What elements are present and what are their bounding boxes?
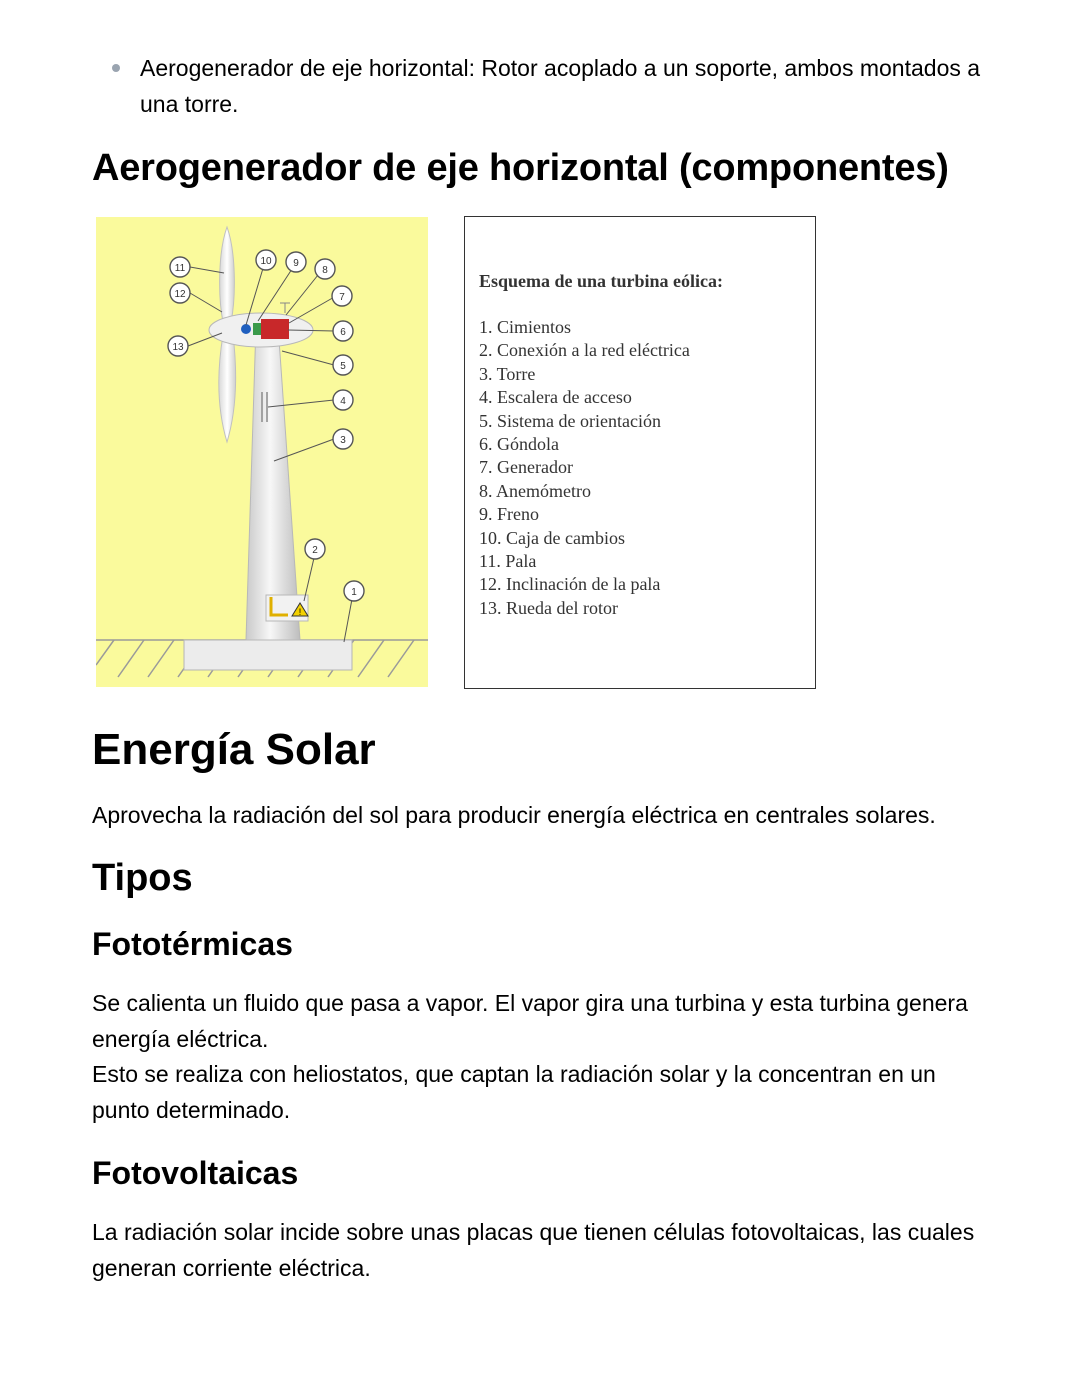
svg-text:3: 3 <box>340 435 346 446</box>
fotovoltaicas-heading: Fotovoltaicas <box>92 1155 299 1191</box>
legend-item: 5. Sistema de orientación <box>479 410 661 431</box>
legend-item: 6. Góndola <box>479 434 559 455</box>
bullet-text: Aerogenerador de eje horizontal: Rotor acoplado a un soporte, ambos montados a una torre. <box>140 55 981 117</box>
legend-title: Esquema de una turbina eólica: <box>479 271 724 291</box>
callout-10 <box>256 250 276 270</box>
svg-text:1: 1 <box>351 587 357 598</box>
callout-2 <box>305 539 325 559</box>
components-heading: Aerogenerador de eje horizontal (componentes) <box>92 147 949 189</box>
svg-text:11: 11 <box>174 263 186 274</box>
callout-7 <box>332 286 352 306</box>
svg-text:13: 13 <box>172 342 184 353</box>
legend-item: 10. Caja de cambios <box>479 527 625 548</box>
svg-text:5: 5 <box>340 361 346 372</box>
turbine-legend <box>464 216 816 689</box>
callout-3 <box>333 429 353 449</box>
foundation <box>184 640 352 670</box>
types-heading: Tipos <box>92 857 193 899</box>
legend-item: 11. Pala <box>479 551 537 572</box>
bullet-dot <box>112 64 120 72</box>
fotovoltaicas-text: La radiación solar incide sobre unas placas que tienen células fotovoltaicas, las cuales generan corriente eléctrica. <box>92 1219 975 1281</box>
solar-heading: Energía Solar <box>92 725 376 774</box>
legend-item: 1. Cimientos <box>479 317 572 337</box>
svg-text:!: ! <box>298 607 302 617</box>
legend-item: 12. Inclinación de la pala <box>479 574 661 595</box>
svg-text:8: 8 <box>322 265 328 276</box>
legend-list <box>479 316 690 620</box>
callout-4 <box>333 390 353 410</box>
tower <box>246 325 300 640</box>
fototermicas-heading: Fototérmicas <box>92 926 293 962</box>
callout-8 <box>315 259 335 279</box>
legend-item: 4. Escalera de acceso <box>479 387 632 408</box>
legend-item: 3. Torre <box>479 363 536 384</box>
callout-1 <box>344 581 364 601</box>
legend-item: 8. Anemómetro <box>479 480 591 501</box>
legend-item: 7. Generador <box>479 457 573 478</box>
blade-top <box>220 227 235 322</box>
fototermicas-p1: Se calienta un fluido que pasa a vapor. El vapor gira una turbina y esta turbina genera energía eléctrica. <box>92 990 968 1052</box>
svg-text:10: 10 <box>260 256 272 267</box>
callout-12 <box>170 283 190 303</box>
rotor-hub <box>241 324 251 334</box>
fototermicas-text <box>92 986 992 1128</box>
callout-13 <box>168 336 188 356</box>
legend-item: 2. Conexión a la red eléctrica <box>479 340 690 361</box>
turbine-diagram <box>96 217 428 687</box>
svg-text:2: 2 <box>312 545 318 556</box>
blade-bottom <box>219 335 236 442</box>
fototermicas-p2: Esto se realiza con heliostatos, que captan la radiación solar y la concentran en un punto determinado. <box>92 1061 936 1123</box>
gondola-generator <box>261 319 289 339</box>
callout-6 <box>333 321 353 341</box>
callout-11 <box>170 257 190 277</box>
legend-item: 13. Rueda del rotor <box>479 597 618 618</box>
svg-text:12: 12 <box>174 289 186 300</box>
callout-9 <box>286 252 306 272</box>
svg-text:7: 7 <box>339 292 345 303</box>
svg-text:6: 6 <box>340 327 346 338</box>
callout-5 <box>333 355 353 375</box>
svg-text:4: 4 <box>340 396 346 407</box>
solar-intro: Aprovecha la radiación del sol para producir energía eléctrica en centrales solares. <box>92 802 936 828</box>
legend-item: 9. Freno <box>479 504 539 525</box>
svg-text:9: 9 <box>293 258 299 269</box>
